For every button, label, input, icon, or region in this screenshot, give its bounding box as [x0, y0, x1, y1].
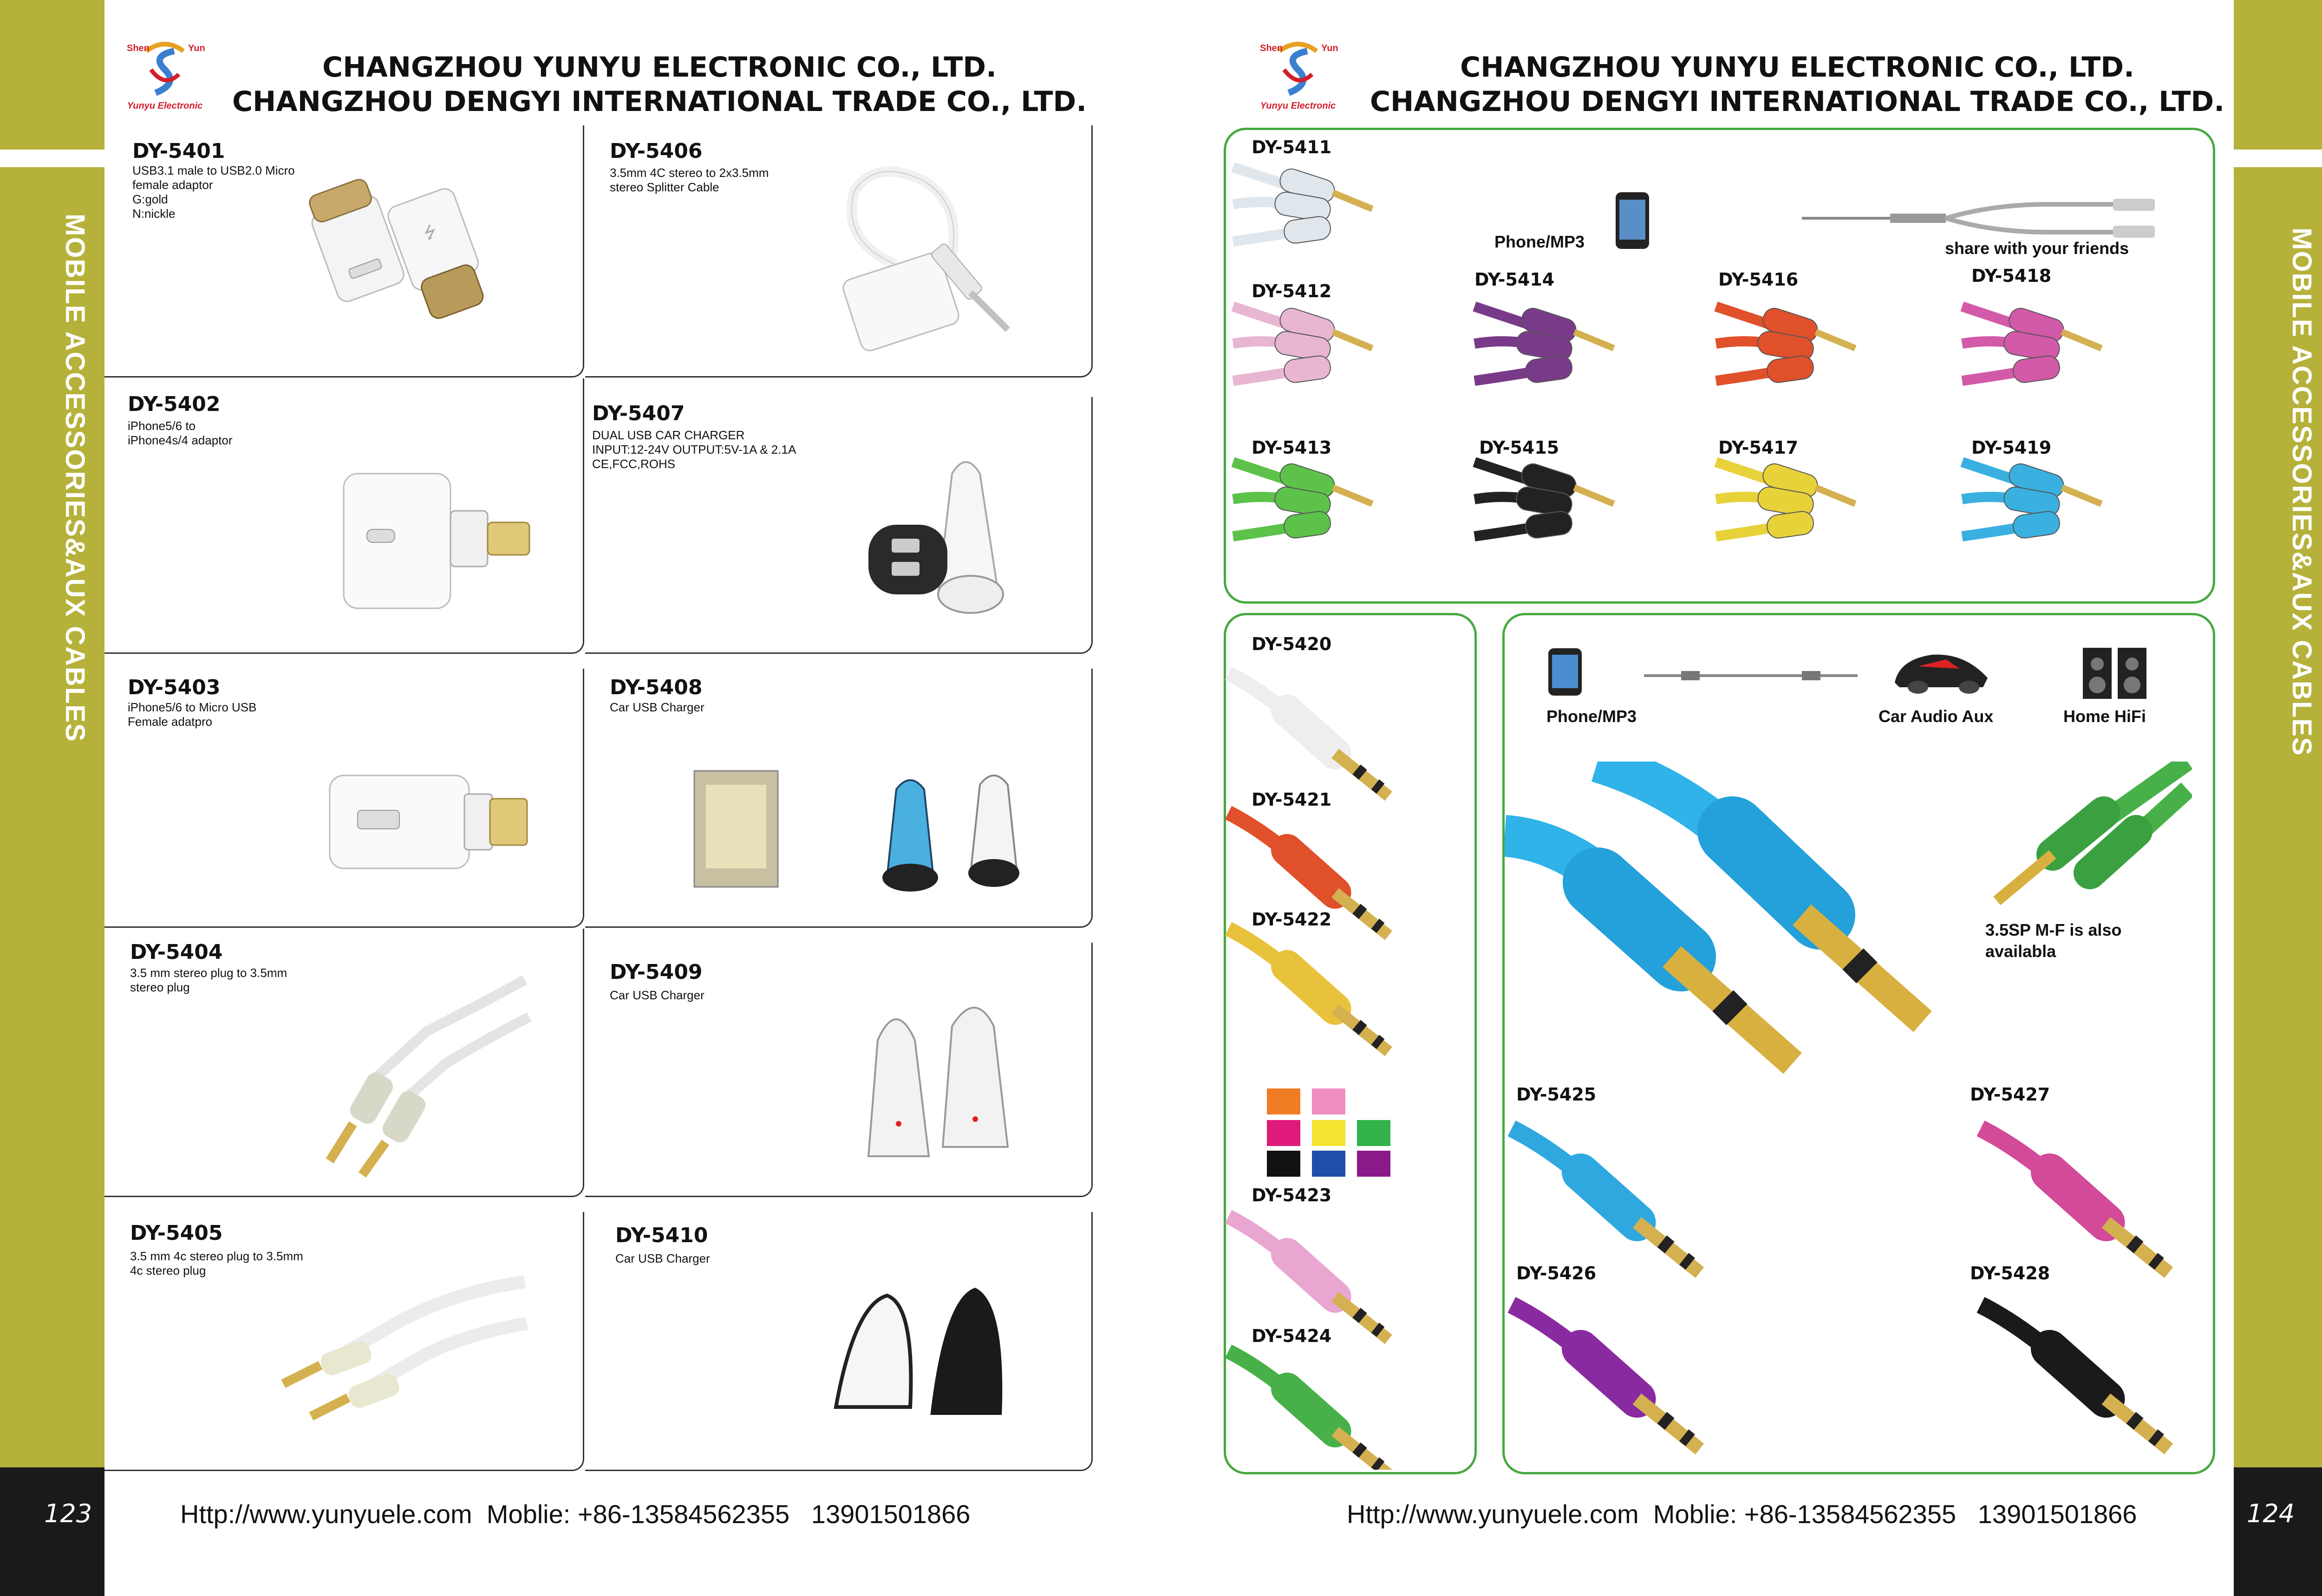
product-code: DY-5403 — [128, 676, 221, 699]
product-code: DY-5407 — [592, 402, 685, 425]
right-bottom-bar — [2234, 1467, 2322, 1596]
company-logo-left — [118, 33, 211, 111]
product-description: 3.5mm 4C stereo to 2x3.5mm stereo Splitter Cable — [610, 166, 769, 194]
phone-mp3-label: Phone/MP3 — [1494, 232, 1585, 251]
logo-subtitle: Yunyu Electronic — [1260, 101, 1336, 111]
company-name-2: CHANGZHOU DENGYI INTERNATIONAL TRADE CO., LTD. — [232, 85, 1087, 118]
splitter-cable-DY-5411 — [1233, 166, 1372, 245]
product-description: iPhone5/6 to Micro USB Female adatpro — [128, 700, 257, 729]
splitter-images — [1224, 128, 2211, 599]
footer-left: Http://www.yunyuele.com Moblie: +86-13584562355 13901501866 — [180, 1499, 971, 1529]
product-code: DY-5406 — [610, 139, 703, 163]
splitter-cable-DY-5413 — [1233, 461, 1372, 540]
color-swatch — [1267, 1151, 1300, 1177]
splitter-code: DY-5419 — [1971, 437, 2052, 458]
product-description: DUAL USB CAR CHARGER INPUT:12-24V OUTPUT:5V-1A & 2.1A CE,FCC,ROHS — [592, 428, 796, 471]
color-swatch — [1312, 1151, 1345, 1177]
aux-cable-DY-5427 — [1981, 1128, 2169, 1273]
splitter-cable-DY-5418 — [1962, 306, 2101, 384]
splitter-cable-DY-5414 — [1474, 306, 1614, 384]
dual-usb-car-charger-image — [859, 446, 1036, 622]
lightning-adaptor-image — [339, 464, 534, 618]
4c-stereo-cable-image — [274, 1272, 534, 1453]
product-description: Car USB Charger — [610, 988, 704, 1002]
aux-cable-DY-5426 — [1512, 1305, 1700, 1449]
svg-text:Yun: Yun — [1321, 43, 1338, 53]
aux-code: DY-5423 — [1252, 1185, 1332, 1205]
aux-code: DY-5424 — [1252, 1326, 1332, 1346]
splitter-cable-DY-5412 — [1233, 306, 1372, 384]
splitter-code: DY-5414 — [1474, 269, 1555, 290]
left-top-bar — [0, 0, 104, 150]
product-description: Car USB Charger — [610, 700, 704, 714]
aux-left-images — [1224, 613, 1472, 1470]
phone-mp3-label: Phone/MP3 — [1546, 707, 1637, 726]
product-description: Car USB Charger — [615, 1251, 710, 1265]
splitter-code: DY-5416 — [1718, 269, 1799, 290]
share-label: share with your friends — [1945, 239, 2129, 258]
aux-cable-DY-5425 — [1512, 1128, 1700, 1273]
product-description: USB3.1 male to USB2.0 Micro female adaptor G:gold N:nickle — [132, 163, 295, 221]
car-usb-charger-image — [859, 984, 1026, 1161]
stereo-cable-image — [307, 975, 539, 1179]
aux-code: DY-5425 — [1516, 1084, 1597, 1105]
color-swatch — [1357, 1120, 1390, 1146]
splitter-cable-image — [831, 158, 1036, 362]
left-section-title: MOBILE ACCESSORIES&AUX CABLES — [60, 214, 90, 743]
left-page-number: 123 — [44, 1499, 92, 1528]
product-description: 3.5 mm 4c stereo plug to 3.5mm 4c stereo plug — [130, 1249, 303, 1277]
splitter-cable-DY-5417 — [1716, 461, 1855, 540]
product-code: DY-5402 — [128, 392, 221, 416]
company-logo-right — [1252, 33, 1344, 111]
aux-cable-DY-5422 — [1228, 929, 1389, 1052]
header-left — [218, 50, 1101, 119]
splitter-code: DY-5413 — [1252, 437, 1332, 458]
color-swatch — [1267, 1120, 1300, 1146]
company-name-1: CHANGZHOU YUNYU ELECTRONIC CO., LTD. — [322, 51, 997, 84]
splitter-cable-DY-5419 — [1962, 461, 2101, 540]
color-swatch — [1312, 1120, 1345, 1146]
svg-text:Yun: Yun — [188, 43, 205, 53]
product-code: DY-5410 — [615, 1224, 708, 1247]
company-name-2: CHANGZHOU DENGYI INTERNATIONAL TRADE CO., LTD. — [1370, 85, 2225, 118]
product-code: DY-5409 — [610, 960, 703, 984]
aux-cable-DY-5428 — [1981, 1305, 2169, 1449]
right-top-bar — [2234, 0, 2322, 150]
left-bottom-bar — [0, 1467, 104, 1596]
logo-subtitle: Yunyu Electronic — [127, 101, 203, 111]
aux-code: DY-5426 — [1516, 1263, 1597, 1283]
aux-cable-DY-5420 — [1228, 673, 1389, 796]
aux-cable-DY-5421 — [1228, 813, 1389, 936]
splitter-code: DY-5411 — [1252, 137, 1332, 157]
svg-text:Shen: Shen — [1260, 43, 1283, 53]
splitter-code: DY-5417 — [1718, 437, 1799, 458]
micro-usb-adaptor-image — [325, 771, 539, 873]
product-code: DY-5408 — [610, 676, 703, 699]
aux-code: DY-5422 — [1252, 909, 1332, 930]
aux-code: DY-5428 — [1970, 1263, 2050, 1283]
svg-text:⭍: ⭍ — [421, 221, 440, 244]
aux-cable-DY-5424 — [1228, 1351, 1389, 1470]
product-code: DY-5404 — [130, 940, 223, 964]
car-audio-label: Car Audio Aux — [1878, 707, 1994, 726]
product-code: DY-5401 — [132, 139, 225, 163]
aux-code: DY-5420 — [1252, 634, 1332, 654]
right-section-title: MOBILE ACCESSORIES&AUX CABLES — [2287, 228, 2317, 756]
aux-right-images — [1502, 613, 2211, 1470]
aux-code: DY-5427 — [1970, 1084, 2050, 1105]
usb-c-adaptor-image — [297, 176, 492, 334]
aux-cable-DY-5423 — [1228, 1217, 1389, 1340]
product-code: DY-5405 — [130, 1221, 223, 1245]
svg-text:Shen: Shen — [127, 43, 150, 53]
product-description: iPhone5/6 to iPhone4s/4 adaptor — [128, 419, 233, 447]
splitter-cable-DY-5416 — [1716, 306, 1855, 384]
color-swatch — [1267, 1088, 1300, 1114]
splitter-cable-DY-5415 — [1474, 461, 1614, 540]
footer-right: Http://www.yunyuele.com Moblie: +86-13584562355 13901501866 — [1347, 1499, 2137, 1529]
home-hifi-label: Home HiFi — [2063, 707, 2146, 726]
right-page-number: 124 — [2247, 1499, 2295, 1528]
splitter-code: DY-5415 — [1479, 437, 1559, 458]
also-available-note: 3.5SP M-F is also availabla — [1985, 920, 2122, 961]
color-swatch — [1357, 1151, 1390, 1177]
car-usb-charger-image — [692, 762, 1040, 896]
header-right — [1351, 50, 2243, 119]
splitter-code: DY-5418 — [1971, 266, 2052, 286]
splitter-code: DY-5412 — [1252, 281, 1332, 301]
aux-code: DY-5421 — [1252, 789, 1332, 810]
company-name-1: CHANGZHOU YUNYU ELECTRONIC CO., LTD. — [1460, 51, 2134, 84]
color-swatch — [1312, 1088, 1345, 1114]
car-usb-charger-image — [827, 1268, 1022, 1435]
product-description: 3.5 mm stereo plug to 3.5mm stereo plug — [130, 966, 287, 994]
